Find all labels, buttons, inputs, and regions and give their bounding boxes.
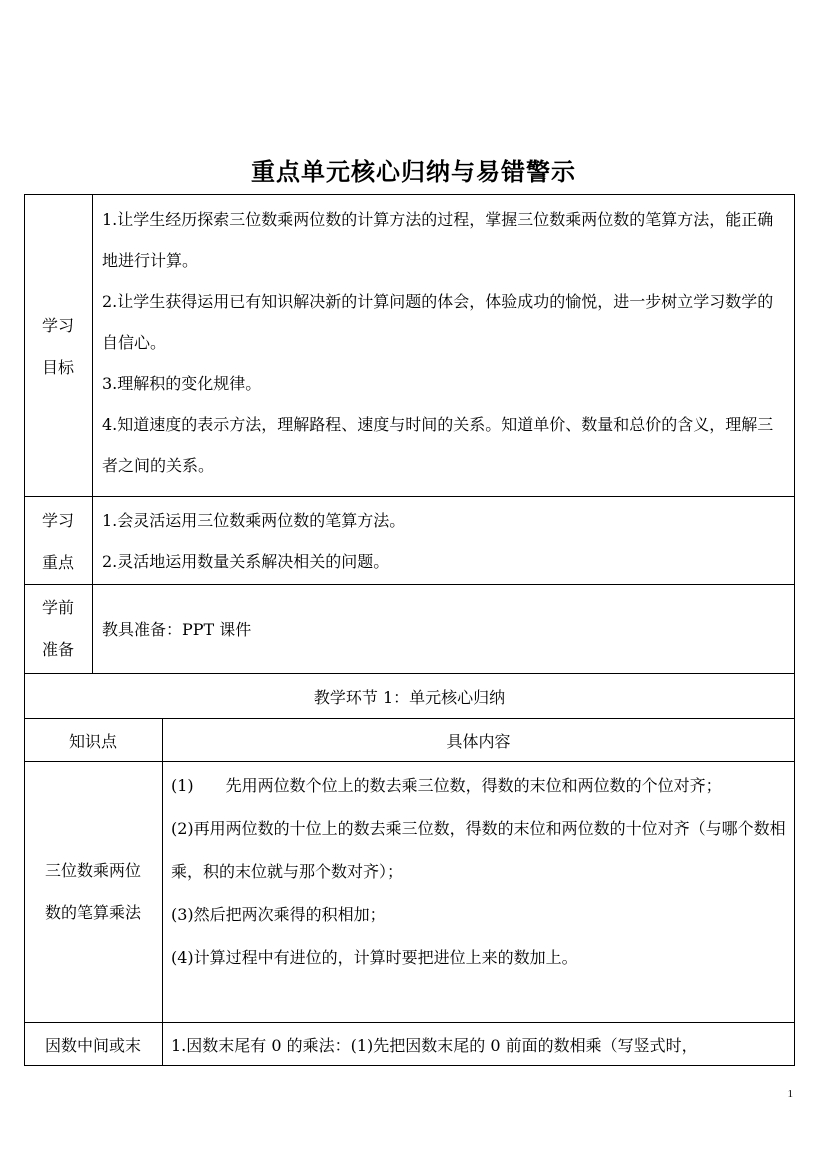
key-point-item: 2.灵活地运用数量关系解决相关的问题。 bbox=[102, 552, 390, 571]
goal-item: 4.知道速度的表示方法，理解路程、速度与时间的关系。知道单价、数量和总价的含义，理解三者之间的关系。 bbox=[102, 415, 774, 475]
row1-item: (3)然后把两次乘得的积相加； bbox=[171, 905, 386, 924]
row1-item: (4)计算过程中有进位的，计算时要把进位上来的数加上。 bbox=[171, 948, 578, 967]
page-title: 重点单元核心归纳与易错警示 bbox=[251, 157, 576, 186]
row1-label: 三位数乘两位 数的笔算乘法 bbox=[44, 861, 141, 922]
row1-content bbox=[171, 764, 788, 979]
prep-content: 教具准备：PPT 课件 bbox=[102, 620, 252, 639]
goals-content bbox=[102, 199, 788, 486]
row1-item: (1) 先用两位数个位上的数去乘三位数，得数的末位和两位数的个位对齐； bbox=[171, 776, 722, 795]
page-number: 1 bbox=[787, 1088, 793, 1100]
row2-label: 因数中间或末 bbox=[44, 1036, 141, 1055]
section-title: 教学环节 1：单元核心归纳 bbox=[313, 688, 506, 707]
goal-item: 1.让学生经历探索三位数乘两位数的计算方法的过程，掌握三位数乘两位数的笔算方法，能正确地进行计算。 bbox=[102, 210, 774, 270]
prep-label: 学前 准备 bbox=[41, 598, 74, 659]
header-knowledge: 知识点 bbox=[68, 732, 117, 751]
key-points-label: 学习 重点 bbox=[41, 511, 74, 572]
header-content: 具体内容 bbox=[446, 732, 511, 751]
goal-item: 2.让学生获得运用已有知识解决新的计算问题的体会，体验成功的愉悦，进一步树立学习数学的自信心。 bbox=[102, 292, 774, 352]
row2-content: 1.因数末尾有 0 的乘法：(1)先把因数末尾的 0 前面的数相乘（写竖式时， bbox=[171, 1036, 698, 1055]
key-points-content bbox=[102, 500, 788, 582]
row1-item: (2)再用两位数的十位上的数去乘三位数，得数的末位和两位数的十位对齐（与哪个数相乘，积的末位就与那个数对齐）； bbox=[171, 819, 786, 881]
goals-label: 学习 目标 bbox=[41, 316, 74, 377]
key-point-item: 1.会灵活运用三位数乘两位数的笔算方法。 bbox=[102, 511, 406, 530]
goal-item: 3.理解积的变化规律。 bbox=[102, 374, 262, 393]
